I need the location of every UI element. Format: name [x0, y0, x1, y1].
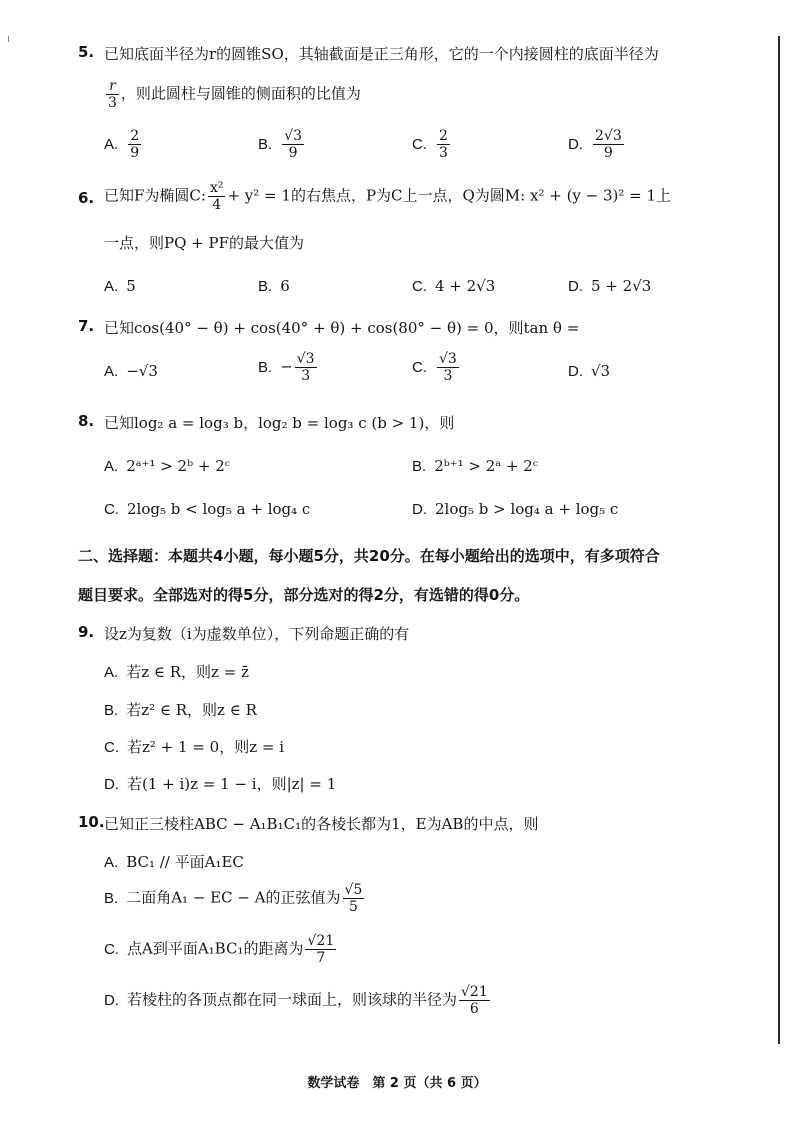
option-a[interactable]: A. 2ᵃ⁺¹ > 2ᵇ + 2ᶜ	[104, 457, 230, 475]
option-b[interactable]: B. $\frac{√3}{9}$	[258, 128, 303, 161]
fraction: $\frac{r}{3}$	[108, 78, 117, 111]
option-b[interactable]: B. 2ᵇ⁺¹ > 2ᵃ + 2ᶜ	[412, 457, 538, 475]
question-stem: 已知底面半径为r的圆锥SO，其轴截面是正三角形，它的一个内接圆柱的底面半径为	[104, 45, 659, 63]
option-d[interactable]: D. 5 + 2√3	[568, 277, 652, 295]
option-a[interactable]: A. $\frac{2}{9}$	[104, 128, 140, 161]
question-stem: + y² = 1的右焦点，P为C上一点，Q为圆M: x² + (y − 3)² = 1上	[227, 186, 672, 205]
question-number: 9.	[78, 623, 95, 641]
option-a[interactable]: A. BC₁ // 平面A₁EC	[104, 853, 244, 871]
question-stem: 已知正三棱柱ABC − A₁B₁C₁的各棱长都为1，E为AB的中点，则	[104, 815, 539, 833]
question-number: 5.	[78, 43, 95, 61]
margin-line	[778, 36, 780, 1044]
question-stem: 已知cos(40° − θ) + cos(40° + θ) + cos(80° − θ) = 0，则tan θ =	[104, 319, 580, 337]
option-c[interactable]: C. 4 + 2√3	[412, 277, 496, 295]
fraction: $\frac{\text{x²}}{4}$	[209, 180, 224, 213]
section-instructions-line2: 题目要求。全部选对的得5分，部分选对的得2分，有选错的得0分。	[78, 586, 530, 604]
option-c[interactable]: C. 2log₅ b < log₅ a + log₄ c	[104, 500, 311, 518]
option-c[interactable]: C. $\frac{2}{3}$	[412, 128, 448, 161]
option-b[interactable]: B. 二面角A₁ − EC − A的正弦值为 $\frac{√5}{5}$	[104, 882, 363, 915]
question-stem: 已知log₂ a = log₃ b，log₂ b = log₃ c (b > 1)，则	[104, 414, 455, 432]
scan-mark	[8, 36, 9, 42]
question-number: 8.	[78, 412, 95, 430]
section-instructions-line1: 二、选择题：本题共4小题，每小题5分，共20分。在每小题给出的选项中，有多项符合	[78, 547, 660, 565]
option-d[interactable]: D. $\frac{2√3}{9}$	[568, 128, 622, 161]
option-c[interactable]: C. 点A到平面A₁BC₁的距离为 $\frac{√21}{7}$	[104, 933, 335, 966]
question-number: 7.	[78, 317, 95, 335]
question-stem: 设z为复数（i为虚数单位），下列命题正确的有	[104, 625, 410, 643]
option-b[interactable]: B. 6	[258, 277, 290, 295]
option-d[interactable]: D. 若(1 + i)z = 1 − i，则|z| = 1	[104, 775, 337, 793]
option-b[interactable]: B. 若z² ∈ R，则z ∈ R	[104, 701, 257, 719]
option-d[interactable]: D. 若棱柱的各顶点都在同一球面上，则该球的半径为 $\frac{√21}{6}$	[104, 984, 488, 1017]
option-a[interactable]: A. −√3	[104, 362, 158, 380]
question-stem-cont: 一点，则PQ + PF的最大值为	[104, 234, 304, 252]
option-a[interactable]: A. 若z ∈ R，则z = z̄	[104, 663, 249, 681]
question-stem: 已知F为椭圆C:	[104, 186, 206, 205]
option-c[interactable]: C. 若z² + 1 = 0，则z = i	[104, 738, 285, 756]
page-footer: 数学试卷 第 2 页（共 6 页）	[307, 1076, 487, 1091]
option-d[interactable]: D. 2log₅ b > log₄ a + log₅ c	[412, 500, 619, 518]
question-stem-cont: ，则此圆柱与圆锥的侧面积的比值为	[120, 84, 361, 103]
option-c[interactable]: C. $\frac{√3}{3}$	[412, 351, 457, 384]
option-d[interactable]: D. √3	[568, 362, 611, 380]
question-number: 10.	[78, 813, 105, 831]
option-a[interactable]: A. 5	[104, 277, 136, 295]
option-b[interactable]: B. − $\frac{√3}{3}$	[258, 351, 315, 384]
question-number: 6.	[78, 189, 95, 207]
